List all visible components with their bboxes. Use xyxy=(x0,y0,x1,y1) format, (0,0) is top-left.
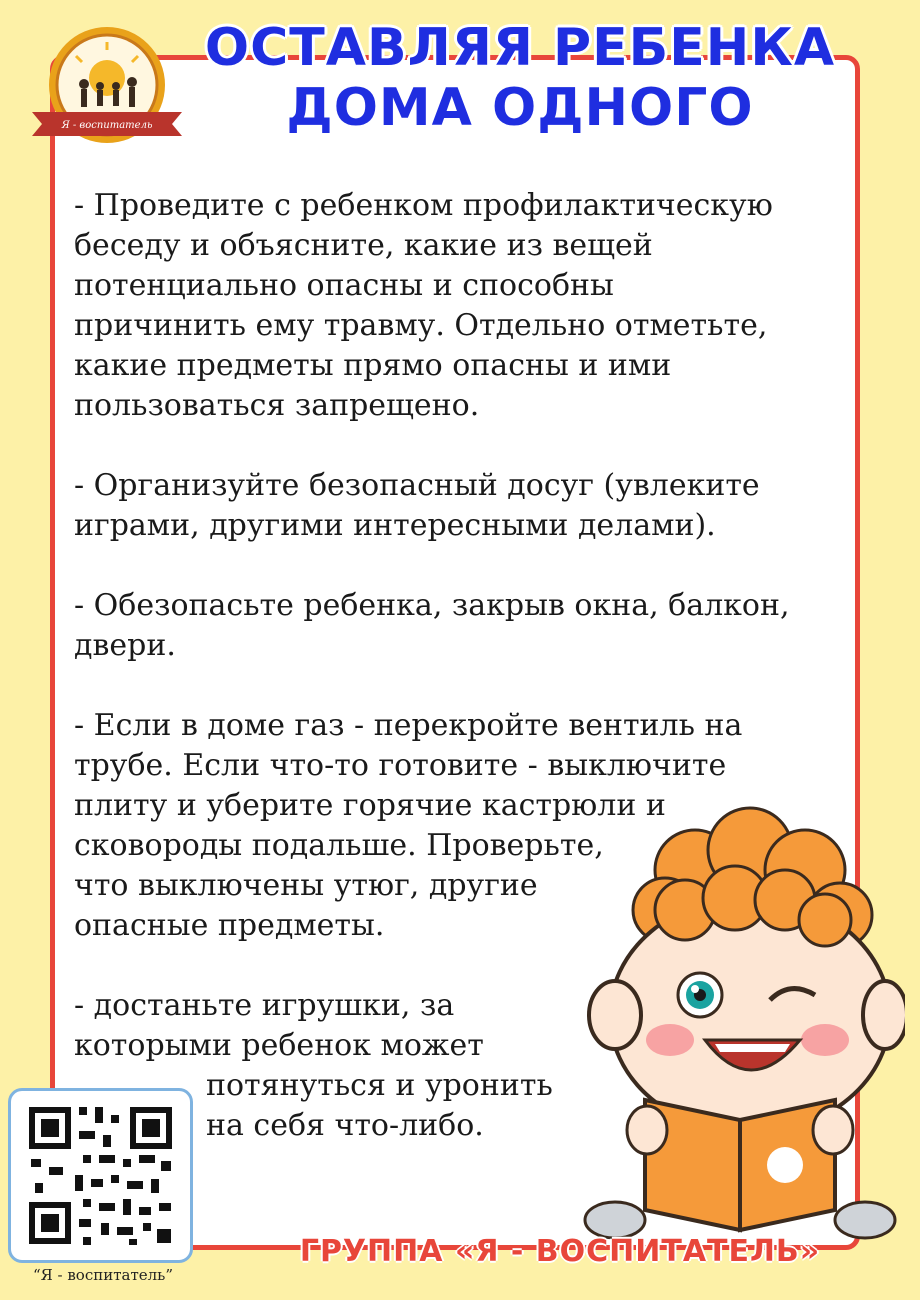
title-line-2: ДОМА ОДНОГО xyxy=(286,78,754,138)
qr-caption: “Я - воспитатель” xyxy=(32,1266,174,1284)
logo-emblem xyxy=(22,20,202,150)
logo-icon xyxy=(22,20,202,150)
qr-code[interactable] xyxy=(8,1088,193,1263)
logo-ribbon-text: Я - воспитатель xyxy=(61,120,153,131)
title-line-1: ОСТАВЛЯЯ РЕБЕНКА xyxy=(204,18,836,78)
group-footer: ГРУППА «Я - ВОСПИТАТЕЛЬ» xyxy=(299,1234,821,1269)
qr-code-block xyxy=(8,1088,198,1288)
paragraph-3: - Обезопасьте ребенка, закрыв окна, балкон, двери. xyxy=(74,588,790,663)
paragraph-5a: - достаньте игрушки, за которыми ребенок может xyxy=(74,988,484,1063)
reading-boy-icon xyxy=(575,800,905,1240)
paragraph-5b: потянуться и уронить на себя что-либо. xyxy=(206,1068,553,1143)
kid-illustration xyxy=(575,800,905,1240)
paragraph-2: - Организуйте безопасный досуг (увлеките играми, другими интересными делами). xyxy=(74,468,760,543)
paragraph-1: - Проведите с ребенком профилактическую беседу и объясните, какие из вещей потенциально опасны и способны причинить ему травму. Отдельно отметьте, какие предметы прямо опасны и ими пользоваться запрещено. xyxy=(74,188,773,423)
qr-code-icon xyxy=(11,1091,190,1260)
paragraph-4: - Если в доме газ - перекройте вентиль на трубе. Если что-то готовите - выключите плиту и уберите горячие кастрюли и сковороды подальше. Проверьте, что выключены утюг, другие опасные предметы. xyxy=(74,708,743,943)
page-title xyxy=(195,18,845,138)
